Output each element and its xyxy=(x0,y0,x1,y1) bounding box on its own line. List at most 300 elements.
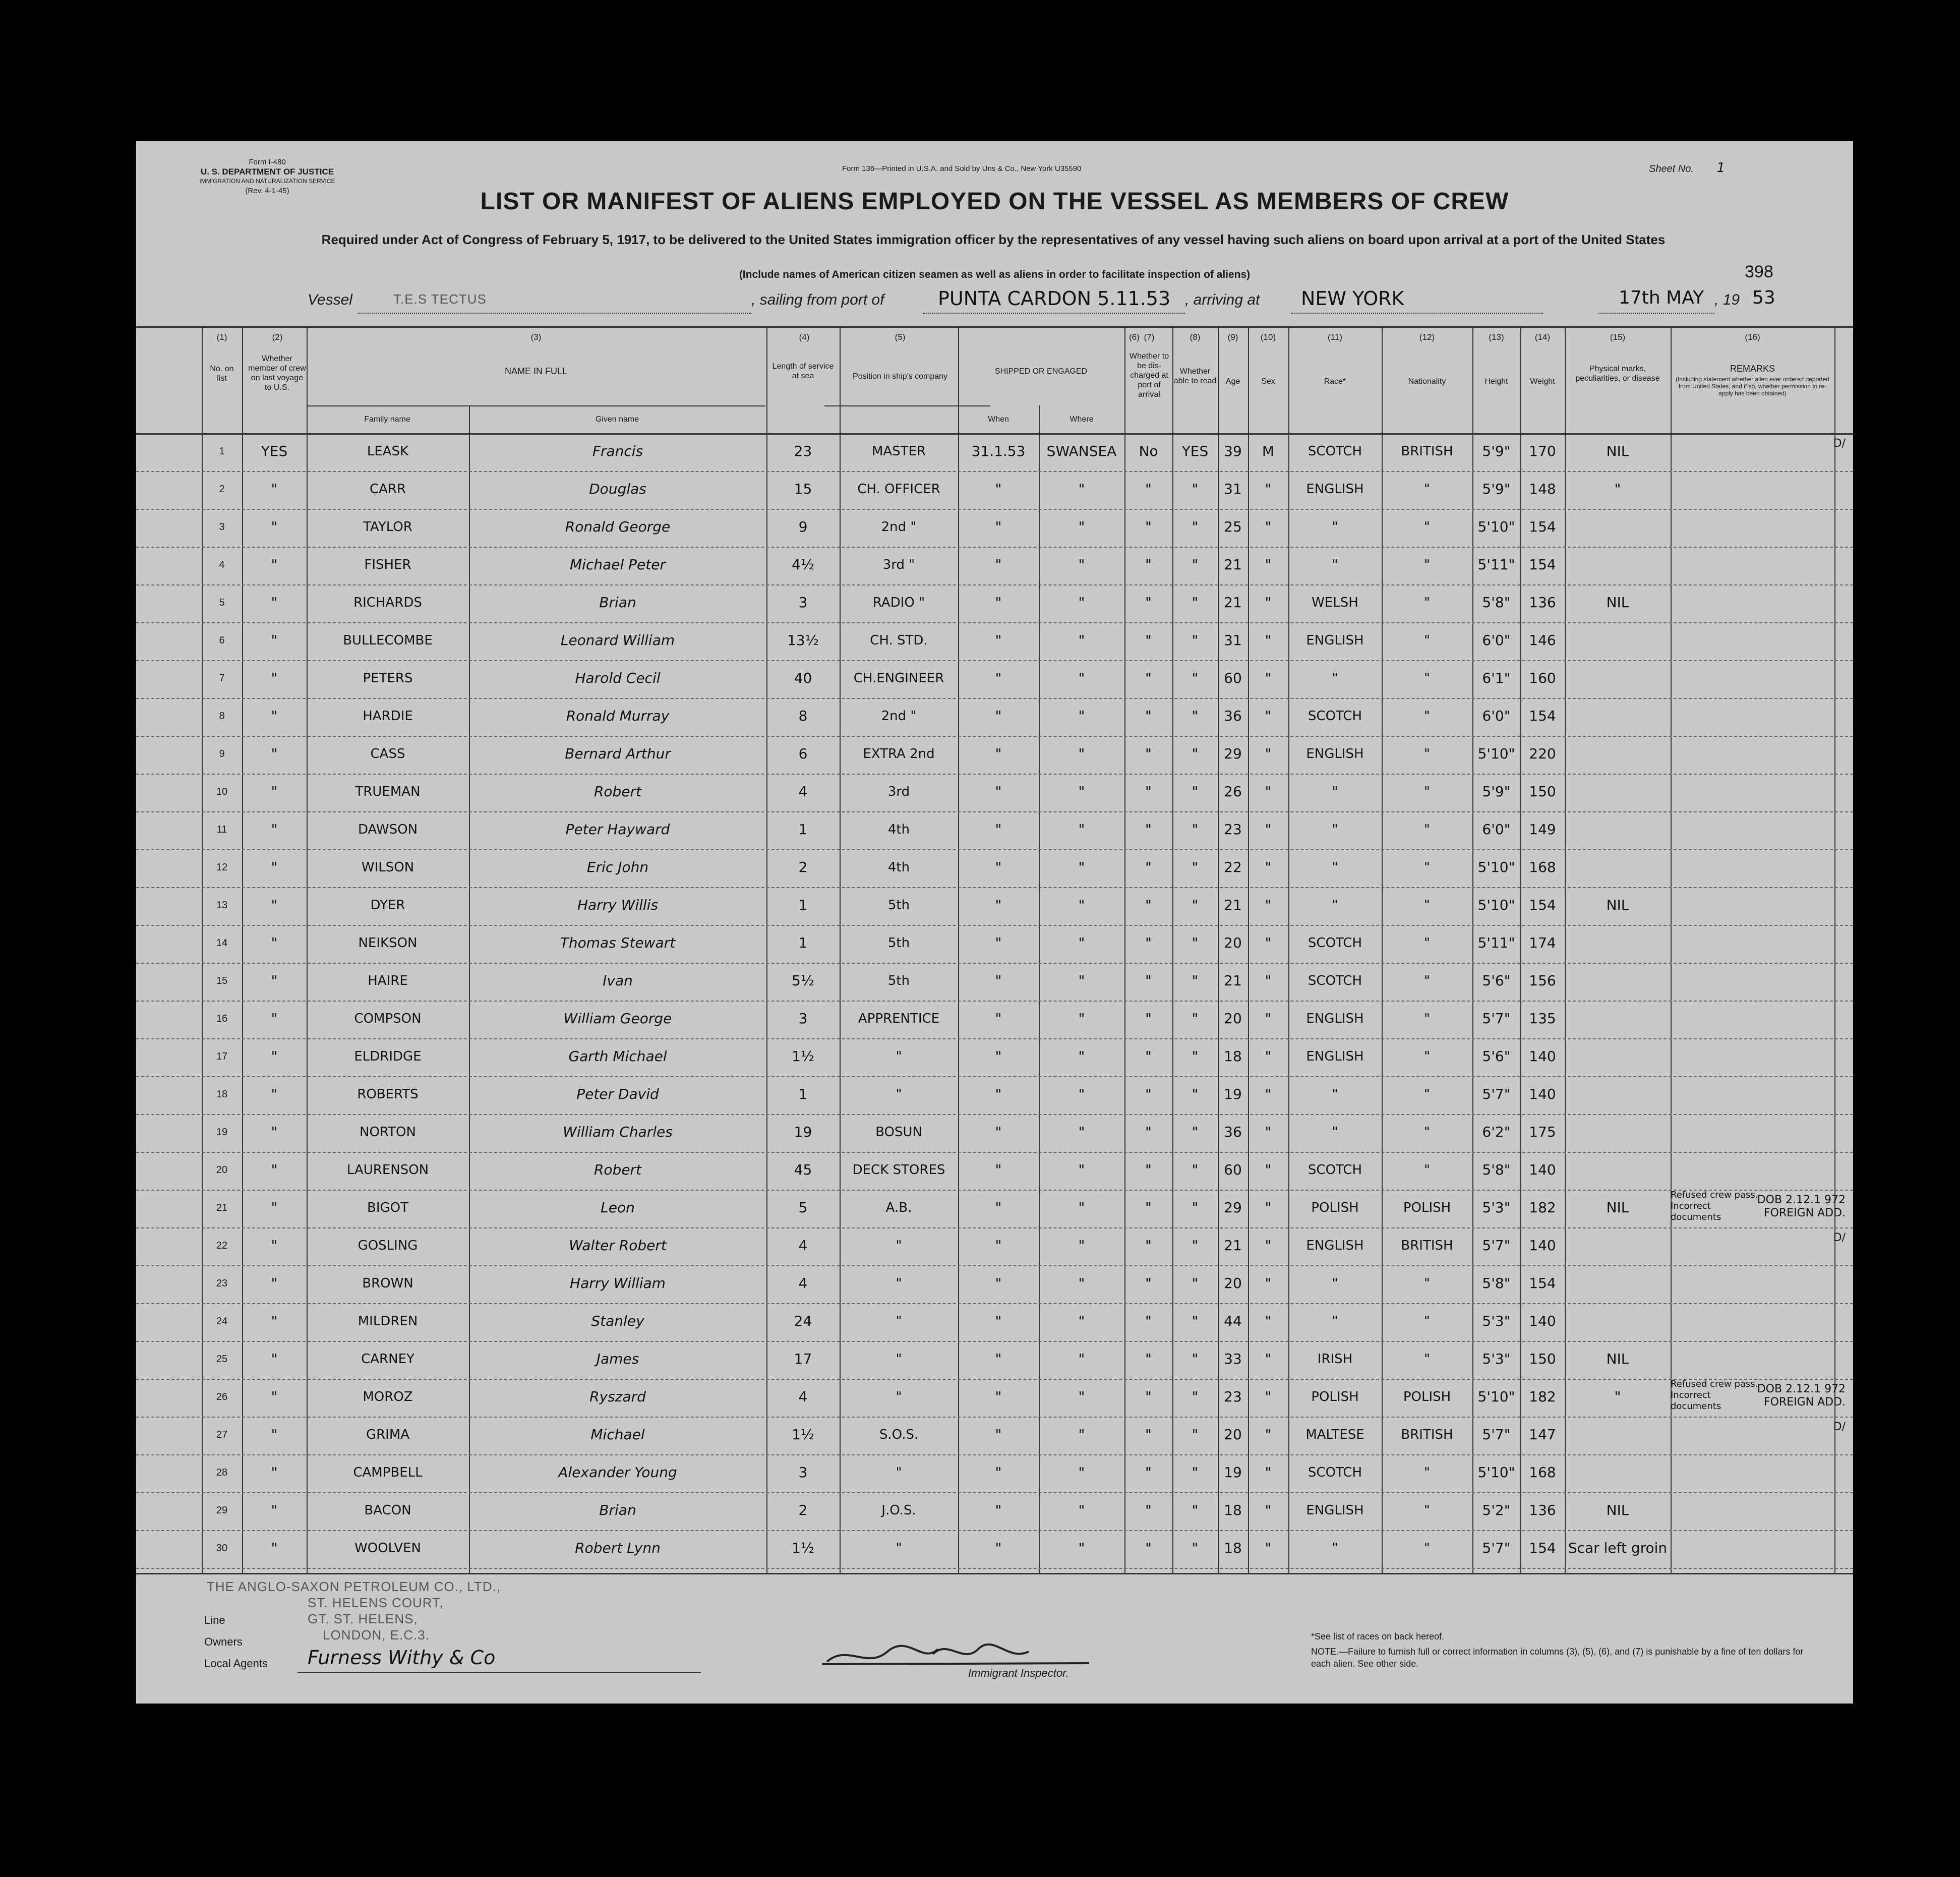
cell-disch: " xyxy=(1145,1351,1152,1367)
cell-family: WOOLVEN xyxy=(354,1541,421,1556)
cell-height: 5'9" xyxy=(1482,481,1511,497)
cell-read: " xyxy=(1192,1048,1199,1065)
cell-race: ENGLISH xyxy=(1306,746,1364,761)
cell-marks: NIL xyxy=(1606,1199,1629,1216)
cell-given: Ronald Murray xyxy=(566,708,670,724)
cell-length: 5½ xyxy=(792,972,814,989)
cell-no: 25 xyxy=(216,1354,228,1365)
cell-action xyxy=(1714,1341,1846,1379)
sailing-underline xyxy=(923,313,1185,314)
table-row xyxy=(136,584,1853,623)
cell-member: " xyxy=(271,972,278,989)
cell-when: " xyxy=(995,1237,1002,1254)
cell-action xyxy=(1714,698,1846,736)
cell-weight: 140 xyxy=(1529,1161,1556,1178)
cell-sex: " xyxy=(1265,934,1272,951)
table-row xyxy=(136,774,1853,812)
cell-age: 19 xyxy=(1224,1086,1242,1102)
cell-nat: " xyxy=(1424,1503,1430,1518)
cell-action xyxy=(1714,1454,1846,1492)
hdr-nationality: Nationality xyxy=(1408,377,1446,386)
cell-no: 18 xyxy=(216,1089,228,1100)
cell-family: CASS xyxy=(370,746,405,761)
cell-height: 5'7" xyxy=(1482,1237,1511,1254)
table-row xyxy=(136,1417,1853,1455)
cell-age: 36 xyxy=(1224,1124,1242,1140)
cell-no: 16 xyxy=(216,1013,228,1024)
stamp-line: GT. ST. HELENS, xyxy=(308,1611,418,1626)
cell-no: 29 xyxy=(216,1505,228,1516)
cell-weight: 135 xyxy=(1529,1010,1556,1027)
cell-member: " xyxy=(271,1502,278,1518)
cell-length: 4 xyxy=(798,1237,808,1254)
cell-height: 5'3" xyxy=(1482,1199,1511,1216)
cell-marks xyxy=(1565,1076,1671,1114)
cell-sex: " xyxy=(1265,1351,1272,1367)
cell-when: " xyxy=(995,632,1002,649)
colnum-1: (1) xyxy=(216,332,227,342)
cell-age: 18 xyxy=(1224,1502,1242,1518)
cell-weight: 168 xyxy=(1529,859,1556,875)
cell-when: " xyxy=(995,1388,1002,1405)
cell-action xyxy=(1714,925,1846,963)
cell-where: " xyxy=(1078,632,1085,649)
vessel-label: Vessel xyxy=(308,291,352,308)
cell-position: DECK STORES xyxy=(852,1162,945,1178)
cell-weight: 170 xyxy=(1529,443,1556,459)
cell-family: CAMPBELL xyxy=(353,1465,423,1480)
cell-disch: " xyxy=(1145,518,1152,535)
service: IMMIGRATION AND NATURALIZATION SERVICE xyxy=(199,178,335,185)
table-row xyxy=(136,698,1853,737)
cell-position: CH. STD. xyxy=(870,633,928,648)
cell-length: 19 xyxy=(794,1124,812,1140)
cell-when: " xyxy=(995,1124,1002,1140)
hdr-when: When xyxy=(988,415,1009,424)
manifest-sheet xyxy=(136,141,1853,1704)
cell-family: MOROZ xyxy=(363,1389,413,1404)
cell-marks: NIL xyxy=(1606,1502,1629,1518)
cell-family: ELDRIDGE xyxy=(354,1049,422,1064)
cell-given: Bernard Arthur xyxy=(565,745,671,762)
cell-weight: 154 xyxy=(1529,556,1556,573)
cell-length: 4 xyxy=(798,783,808,800)
cell-race: " xyxy=(1332,784,1338,799)
sheet-label: Sheet No. xyxy=(1649,163,1694,174)
table-row xyxy=(136,1492,1853,1531)
cell-length: 13½ xyxy=(787,632,819,649)
cell-marks xyxy=(1565,963,1671,1001)
cell-no: 26 xyxy=(216,1391,228,1402)
cell-where: " xyxy=(1078,1464,1085,1481)
cell-action xyxy=(1714,1492,1846,1530)
cell-member: " xyxy=(271,1464,278,1481)
cell-family: TRUEMAN xyxy=(355,784,421,799)
cell-member: " xyxy=(271,1199,278,1216)
cell-given: Eric John xyxy=(586,859,649,875)
cell-length: 24 xyxy=(794,1313,812,1329)
cell-family: NEIKSON xyxy=(358,935,418,951)
cell-given: Robert Lynn xyxy=(575,1540,661,1556)
cell-age: 39 xyxy=(1224,443,1242,459)
printer-line: Form 136—Printed in U.S.A. and Sold by Uns & Co., New York U35590 xyxy=(842,164,1082,173)
cell-no: 27 xyxy=(216,1429,228,1440)
cell-no: 9 xyxy=(219,748,225,759)
date-underline xyxy=(1598,313,1714,314)
table-row xyxy=(136,433,1853,472)
cell-height: 5'10" xyxy=(1477,897,1515,913)
cell-length: 1 xyxy=(798,934,808,951)
cell-race: SCOTCH xyxy=(1308,709,1362,724)
hdr-sex: Sex xyxy=(1261,377,1275,386)
cell-read: " xyxy=(1192,783,1199,800)
cell-sex: " xyxy=(1265,1388,1272,1405)
hdr-length: Length of service at sea xyxy=(772,362,834,380)
hdr-weight: Weight xyxy=(1530,377,1555,386)
cell-member: " xyxy=(271,1048,278,1065)
cell-where: " xyxy=(1078,1237,1085,1254)
cell-disch: " xyxy=(1145,972,1152,989)
cell-member: " xyxy=(271,518,278,535)
cell-member: " xyxy=(271,1275,278,1292)
cell-member: " xyxy=(271,1086,278,1102)
cell-member: " xyxy=(271,1426,278,1443)
cell-nat: " xyxy=(1424,1352,1430,1367)
cell-where: " xyxy=(1078,1313,1085,1329)
cell-read: " xyxy=(1192,1540,1199,1556)
table-row xyxy=(136,1001,1853,1039)
cell-position: " xyxy=(896,1352,902,1367)
cell-when: " xyxy=(995,1275,1002,1292)
cell-given: Ryszard xyxy=(589,1388,646,1405)
cell-member: " xyxy=(271,745,278,762)
cell-where: " xyxy=(1078,783,1085,800)
cell-position: " xyxy=(896,1541,902,1556)
cell-member: " xyxy=(271,632,278,649)
cell-remarks: Refused crew pass. Incorrect documents xyxy=(1671,1379,1758,1412)
cell-sex: " xyxy=(1265,1540,1272,1556)
cell-marks: NIL xyxy=(1606,443,1629,459)
cell-given: Walter Robert xyxy=(569,1237,667,1254)
cell-position: MASTER xyxy=(871,444,926,459)
table-row xyxy=(136,622,1853,661)
cell-when: " xyxy=(995,934,1002,951)
cell-race: MALTESE xyxy=(1305,1427,1364,1442)
agents-label: Local Agents xyxy=(204,1657,268,1670)
cell-position: " xyxy=(896,1465,902,1480)
cell-member: " xyxy=(271,1010,278,1027)
cell-length: 1½ xyxy=(792,1048,814,1065)
cell-no: 17 xyxy=(216,1051,228,1062)
cell-where: " xyxy=(1078,670,1085,686)
cell-when: " xyxy=(995,897,1002,913)
cell-disch: " xyxy=(1145,1161,1152,1178)
cell-race: SCOTCH xyxy=(1308,444,1362,459)
table-row xyxy=(136,1265,1853,1304)
cell-where: " xyxy=(1078,1124,1085,1140)
cell-given: Brian xyxy=(599,594,636,611)
cell-action xyxy=(1714,471,1846,509)
cell-height: 5'10" xyxy=(1477,518,1515,535)
cell-marks: Scar left groin xyxy=(1568,1540,1668,1556)
cell-where: " xyxy=(1078,1048,1085,1065)
cell-height: 6'0" xyxy=(1482,708,1511,724)
include-note: (Include names of American citizen seamen as well as aliens in order to facilitate inspection of aliens) xyxy=(739,269,1251,280)
cell-action: DOB 2.12.1 972 FOREIGN ADD. xyxy=(1757,1194,1846,1219)
cell-action xyxy=(1714,736,1846,774)
cell-where: " xyxy=(1078,1540,1085,1556)
cell-where: " xyxy=(1078,745,1085,762)
revision: (Rev. 4-1-45) xyxy=(245,187,289,195)
cell-action xyxy=(1714,1265,1846,1303)
cell-height: 5'7" xyxy=(1482,1010,1511,1027)
cell-read: " xyxy=(1192,1275,1199,1292)
sheet-number xyxy=(1649,160,1725,175)
cell-nat: POLISH xyxy=(1403,1389,1451,1404)
cell-disch: No xyxy=(1139,443,1158,459)
cell-given: Harry Willis xyxy=(577,897,659,913)
cell-no: 21 xyxy=(216,1202,228,1213)
cell-length: 5 xyxy=(798,1199,808,1216)
cell-when: " xyxy=(995,1313,1002,1329)
hdr-no: No. on list xyxy=(210,365,234,383)
cell-when: " xyxy=(995,859,1002,875)
cell-given: Ronald George xyxy=(565,518,671,535)
cell-position: 3rd " xyxy=(882,557,915,572)
cell-sex: M xyxy=(1262,443,1275,459)
cell-given: Harry William xyxy=(570,1275,666,1292)
cell-position: BOSUN xyxy=(875,1125,922,1140)
cell-member: " xyxy=(271,859,278,875)
cell-disch: " xyxy=(1145,594,1152,611)
cell-nat: " xyxy=(1424,1087,1430,1102)
cell-nat: " xyxy=(1424,1276,1430,1291)
cell-age: 31 xyxy=(1224,632,1242,649)
cell-weight: 140 xyxy=(1529,1313,1556,1329)
colnum-5: (5) xyxy=(895,332,906,342)
cell-member: " xyxy=(271,1161,278,1178)
cell-race: ENGLISH xyxy=(1306,1503,1364,1518)
cell-age: 21 xyxy=(1224,556,1242,573)
cell-when: " xyxy=(995,1502,1002,1518)
cell-member: " xyxy=(271,1388,278,1405)
stamp-line: LONDON, E.C.3. xyxy=(323,1627,430,1643)
table-row xyxy=(136,1454,1853,1493)
cell-height: 5'10" xyxy=(1477,1388,1515,1405)
cell-sex: " xyxy=(1265,670,1272,686)
arriving-at: NEW YORK xyxy=(1301,287,1404,310)
cell-given: Francis xyxy=(592,443,643,459)
cell-weight: 136 xyxy=(1529,1502,1556,1518)
cell-marks xyxy=(1565,509,1671,547)
cell-read: " xyxy=(1192,481,1199,497)
cell-when: " xyxy=(995,745,1002,762)
table-row xyxy=(136,1114,1853,1153)
cell-no: 22 xyxy=(216,1240,228,1251)
cell-age: 29 xyxy=(1224,745,1242,762)
cell-height: 6'2" xyxy=(1482,1124,1511,1140)
cell-read: " xyxy=(1192,518,1199,535)
cell-no: 11 xyxy=(216,824,227,835)
cell-member: " xyxy=(271,783,278,800)
cell-race: " xyxy=(1332,860,1338,875)
cell-marks: NIL xyxy=(1606,897,1629,913)
cell-marks: " xyxy=(1614,481,1621,497)
cell-disch: " xyxy=(1145,1464,1152,1481)
cell-no: 2 xyxy=(219,484,225,495)
cell-marks xyxy=(1565,622,1671,660)
cell-disch: " xyxy=(1145,1313,1152,1329)
cell-disch: " xyxy=(1145,897,1152,913)
cell-action xyxy=(1714,1530,1846,1568)
cell-age: 29 xyxy=(1224,1199,1242,1216)
cell-given: William Charles xyxy=(563,1124,673,1140)
cell-height: 6'1" xyxy=(1482,670,1511,686)
cell-race: " xyxy=(1332,1125,1338,1140)
hdr-name: NAME IN FULL xyxy=(504,366,568,376)
cell-sex: " xyxy=(1265,972,1272,989)
cell-where: " xyxy=(1078,556,1085,573)
cell-height: 5'10" xyxy=(1477,1464,1515,1481)
cell-position: EXTRA 2nd xyxy=(863,746,935,761)
cell-when: " xyxy=(995,518,1002,535)
cell-member: " xyxy=(271,556,278,573)
cell-marks: NIL xyxy=(1606,594,1629,611)
colnum-9: (9) xyxy=(1227,332,1238,342)
cell-weight: 154 xyxy=(1529,1540,1556,1556)
cell-member: " xyxy=(271,1237,278,1254)
hdr-discharged: Whether to be dis-charged at port of arrival xyxy=(1129,352,1169,399)
cell-age: 18 xyxy=(1224,1048,1242,1065)
cell-given: Peter David xyxy=(576,1086,659,1102)
cell-where: " xyxy=(1078,934,1085,951)
cell-given: Thomas Stewart xyxy=(560,934,676,951)
cell-read: " xyxy=(1192,1313,1199,1329)
cell-length: 1 xyxy=(798,821,808,838)
cell-family: TAYLOR xyxy=(363,519,412,535)
cell-given: William George xyxy=(563,1010,672,1027)
cell-length: 23 xyxy=(794,443,812,459)
cell-marks xyxy=(1565,1417,1671,1454)
cell-nat: " xyxy=(1424,1314,1430,1329)
cell-height: 5'6" xyxy=(1482,1048,1511,1065)
cell-when: " xyxy=(995,783,1002,800)
colnum-16: (16) xyxy=(1745,332,1760,342)
cell-position: 4th xyxy=(887,822,910,837)
cell-read: " xyxy=(1192,1502,1199,1518)
cell-family: BACON xyxy=(364,1503,411,1518)
cell-given: Robert xyxy=(593,783,642,800)
cell-marks xyxy=(1565,811,1671,849)
cell-given: Harold Cecil xyxy=(575,670,661,686)
cell-weight: 168 xyxy=(1529,1464,1556,1481)
cell-weight: 150 xyxy=(1529,783,1556,800)
cell-family: FISHER xyxy=(364,557,411,572)
cell-weight: 140 xyxy=(1529,1086,1556,1102)
cell-no: 3 xyxy=(219,521,225,533)
cell-race: SCOTCH xyxy=(1308,973,1362,988)
cell-weight: 154 xyxy=(1529,1275,1556,1292)
cell-nat: " xyxy=(1424,671,1430,686)
cell-disch: " xyxy=(1145,1010,1152,1027)
cell-given: Brian xyxy=(599,1502,636,1518)
cell-given: Peter Hayward xyxy=(565,821,670,838)
colnum-3: (3) xyxy=(530,332,542,342)
cell-race: ENGLISH xyxy=(1306,1238,1364,1253)
cell-action: D/ xyxy=(1833,437,1846,450)
cell-nat: BRITISH xyxy=(1401,1238,1453,1253)
inspector-label: Immigrant Inspector. xyxy=(968,1667,1069,1679)
arriving-label: , arriving at xyxy=(1185,291,1260,308)
cell-action xyxy=(1714,622,1846,660)
cell-marks xyxy=(1565,1265,1671,1303)
cell-height: 6'0" xyxy=(1482,821,1511,838)
cell-length: 3 xyxy=(798,1464,808,1481)
cell-nat: " xyxy=(1424,860,1430,875)
cell-where: " xyxy=(1078,972,1085,989)
table-row xyxy=(136,925,1853,964)
cell-height: 5'10" xyxy=(1477,745,1515,762)
colnum-8: (8) xyxy=(1190,332,1201,342)
table-row xyxy=(136,1038,1853,1077)
cell-read: " xyxy=(1192,821,1199,838)
hdr-marks: Physical marks, peculiarities, or disease xyxy=(1575,365,1660,383)
cell-disch: " xyxy=(1145,1199,1152,1216)
cell-no: 5 xyxy=(219,597,225,608)
colnum-14: (14) xyxy=(1534,332,1551,342)
cell-when: " xyxy=(995,708,1002,724)
cell-race: ENGLISH xyxy=(1306,1011,1364,1026)
cell-height: 5'7" xyxy=(1482,1426,1511,1443)
cell-position: 2nd " xyxy=(881,709,917,724)
cell-race: ENGLISH xyxy=(1306,1049,1364,1064)
colnum-13: (13) xyxy=(1489,332,1504,342)
table-top-rule xyxy=(136,326,1853,328)
cell-where: SWANSEA xyxy=(1046,443,1117,459)
cell-action xyxy=(1714,584,1846,622)
cell-position: CH.ENGINEER xyxy=(853,671,944,686)
cell-sex: " xyxy=(1265,821,1272,838)
cell-nat: " xyxy=(1424,519,1430,535)
colnum-2: (2) xyxy=(272,332,283,342)
cell-height: 5'7" xyxy=(1482,1540,1511,1556)
cell-position: 4th xyxy=(887,860,910,875)
cell-member: " xyxy=(271,1124,278,1140)
requirement-text: Required under Act of Congress of February 5, 1917, to be delivered to the United States immigration officer by the representatives of any vessel having such aliens on board upon arrival at a port of the United States xyxy=(321,232,1666,247)
cell-length: 45 xyxy=(794,1161,812,1178)
colnum-12: (12) xyxy=(1419,332,1435,342)
colnum-7: (7) xyxy=(1144,332,1155,342)
cell-weight: 175 xyxy=(1529,1124,1556,1140)
cell-race: " xyxy=(1332,557,1338,572)
cell-disch: " xyxy=(1145,745,1152,762)
cell-disch: " xyxy=(1145,632,1152,649)
cell-height: 5'11" xyxy=(1477,556,1515,573)
cell-where: " xyxy=(1078,1388,1085,1405)
cell-age: 21 xyxy=(1224,1237,1242,1254)
cell-length: 2 xyxy=(798,1502,808,1518)
cell-age: 33 xyxy=(1224,1351,1242,1367)
table-row xyxy=(136,811,1853,850)
table-row xyxy=(136,1530,1853,1569)
cell-no: 1 xyxy=(219,446,225,457)
cell-read: " xyxy=(1192,897,1199,913)
table-row xyxy=(136,1341,1853,1380)
cell-no: 23 xyxy=(216,1278,228,1289)
cell-disch: " xyxy=(1145,1540,1152,1556)
cell-nat: " xyxy=(1424,482,1430,497)
cell-position: 5th xyxy=(887,935,910,951)
